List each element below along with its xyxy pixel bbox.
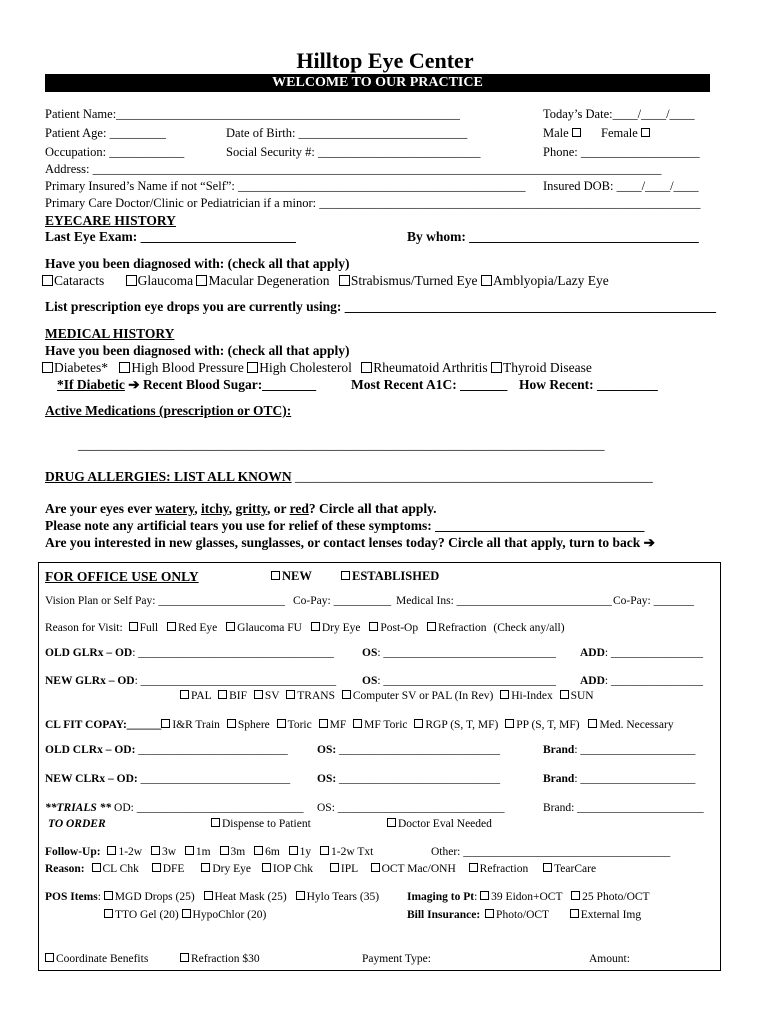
strabismus-option[interactable] (339, 273, 478, 288)
reason-dry-eye-checkbox[interactable] (201, 863, 210, 872)
trials-od-line[interactable]: OD: _____________________________ (111, 802, 304, 814)
new-clrx-label: NEW CLRx – OD: (45, 773, 138, 785)
sv-checkbox[interactable] (254, 690, 263, 699)
full-checkbox[interactable] (129, 622, 138, 631)
amblyopia-label: Amblyopia/Lazy Eye (492, 273, 609, 288)
fu-txt-label: 1-2w Txt (331, 846, 374, 858)
arrow-right-icon: ➔ (128, 377, 140, 392)
old-glrx-add-field[interactable] (580, 647, 703, 659)
computer-label: Computer SV or PAL (In Rev) (352, 690, 494, 702)
male-option[interactable] (543, 126, 583, 141)
trials-os-field[interactable]: OS: _____________________________ (317, 802, 505, 814)
hypochlor-label: HypoChlor (20) (192, 909, 267, 921)
glaucoma-label: Glaucoma (137, 273, 194, 288)
external-img-label: External Img (580, 909, 642, 921)
old-clrx-os-line[interactable]: ____________________________ (336, 744, 501, 756)
medical-conditions-row (42, 360, 592, 376)
macular-option[interactable] (196, 273, 329, 288)
rheumatoid-label: Rheumatoid Arthritis (373, 360, 488, 375)
pal-label: PAL (191, 690, 212, 702)
sphere-label: Sphere (237, 719, 270, 731)
pos-items-label: POS Items (45, 891, 98, 903)
established-checkbox[interactable] (341, 571, 350, 580)
tearcare-checkbox[interactable] (543, 863, 552, 872)
rheumatoid-checkbox[interactable] (361, 362, 372, 373)
sphere-checkbox[interactable] (227, 719, 236, 728)
fu-3w-checkbox[interactable] (151, 846, 160, 855)
mf-checkbox[interactable] (319, 719, 328, 728)
strabismus-checkbox[interactable] (339, 275, 350, 286)
reason-for-visit-row (45, 622, 565, 634)
pp-checkbox[interactable] (505, 719, 514, 728)
q1-suffix: ? Circle all that apply. (308, 501, 437, 516)
fu-1y-label: 1y (299, 846, 312, 858)
allergies-label: DRUG ALLERGIES: LIST ALL KNOWN (45, 469, 292, 484)
fu-1m-label: 1m (195, 846, 211, 858)
hi-index-checkbox[interactable] (500, 690, 509, 699)
trials-label: **TRIALS ** (45, 802, 112, 814)
new-glrx-os-label: OS (362, 675, 378, 687)
office-use-heading: FOR OFFICE USE ONLY (45, 569, 199, 584)
trials-od-field[interactable] (45, 802, 303, 814)
glaucoma-fu-checkbox[interactable] (226, 622, 235, 631)
new-glrx-label: NEW GLRx – OD (45, 675, 135, 687)
doctor-eval-option[interactable] (387, 818, 492, 830)
eidon-oct-checkbox[interactable] (480, 891, 489, 900)
ipl-checkbox[interactable] (330, 863, 339, 872)
male-label: Male (543, 126, 569, 140)
toric-checkbox[interactable] (277, 719, 286, 728)
primary-care-field[interactable]: Primary Care Doctor/Clinic or Pediatrician if a minor: _____________________________________________________________ (45, 196, 701, 210)
new-glrx-os-line[interactable]: : ______________________________ (377, 675, 556, 687)
established-label: ESTABLISHED (352, 569, 440, 583)
bif-label: BIF (229, 690, 248, 702)
eyecare-history-heading: EYECARE HISTORY (45, 213, 176, 228)
red-option[interactable]: red (289, 501, 309, 516)
med-necessary-checkbox[interactable] (588, 719, 597, 728)
new-clrx-od-field[interactable] (45, 773, 290, 785)
allergies-line[interactable]: _____________________________________________________ (294, 469, 653, 484)
iop-chk-label: IOP Chk (272, 863, 313, 875)
thyroid-label: Thyroid Disease (502, 360, 592, 375)
new-glrx-os-field[interactable] (362, 675, 556, 687)
fu-3m-checkbox[interactable] (220, 846, 229, 855)
occupation-field[interactable]: Occupation: ____________ (45, 145, 185, 159)
dispense-option[interactable] (211, 818, 311, 830)
new-clrx-os-field[interactable] (317, 773, 500, 785)
mgd-drops-label: MGD Drops (25) (114, 891, 195, 903)
old-glrx-label: OLD GLRx – OD (45, 647, 133, 659)
trans-label: TRANS (297, 690, 335, 702)
diabetes-checkbox[interactable] (42, 362, 53, 373)
female-checkbox[interactable] (641, 128, 650, 137)
a1c-field[interactable]: Most Recent A1C: _______ (351, 377, 508, 392)
photo-oct-25-checkbox[interactable] (571, 891, 580, 900)
bill-photo-oct-checkbox[interactable] (485, 909, 494, 918)
iop-chk-checkbox[interactable] (262, 863, 271, 872)
refraction-fee-checkbox[interactable] (180, 953, 189, 962)
q1-prefix: Are your eyes ever (45, 501, 156, 516)
red-eye-checkbox[interactable] (167, 622, 176, 631)
medical-history-heading: MEDICAL HISTORY (45, 326, 175, 341)
ssn-field[interactable]: Social Security #: __________________________ (226, 145, 481, 159)
old-glrx-os-label: OS (362, 647, 378, 659)
mgd-drops-checkbox[interactable] (104, 891, 113, 900)
full-label: Full (139, 622, 159, 634)
new-clrx-brand-line[interactable]: : ____________________ (574, 773, 696, 785)
male-checkbox[interactable] (572, 128, 581, 137)
reason-refraction-checkbox[interactable] (469, 863, 478, 872)
new-clrx-od-line[interactable]: __________________________ (137, 773, 291, 785)
symptoms-question: Are your eyes ever watery, itchy, gritty, or red? Circle all that apply. (45, 501, 437, 516)
cl-fit-row (45, 719, 674, 731)
old-glrx-os-field[interactable] (362, 647, 556, 659)
watery-option[interactable]: watery (155, 501, 195, 516)
new-glrx-add-field[interactable] (580, 675, 703, 687)
trans-checkbox[interactable] (286, 690, 295, 699)
tearcare-label: TearCare (554, 863, 597, 875)
coordinate-benefits-option[interactable] (45, 953, 148, 965)
eidon-oct-label: 39 Eidon+OCT (491, 891, 563, 903)
tto-gel-label: TTO Gel (20) (115, 909, 179, 921)
hbp-label: High Blood Pressure (131, 360, 244, 375)
hylo-tears-label: Hylo Tears (35) (306, 891, 380, 903)
cl-chk-checkbox[interactable] (92, 863, 101, 872)
arrow-right-icon: ➔ (643, 535, 655, 550)
trials-brand-field[interactable]: Brand: ______________________ (543, 802, 704, 814)
reason-visit-label: Reason for Visit: (45, 622, 123, 634)
new-option[interactable] (271, 569, 312, 584)
by-whom-field[interactable]: By whom: __________________________________ (407, 229, 699, 244)
glaucoma-option[interactable] (126, 273, 193, 288)
hypochlor-checkbox[interactable] (182, 909, 191, 918)
fu-3w-label: 3w (161, 846, 177, 858)
heat-mask-label: Heat Mask (25) (214, 891, 287, 903)
amount-field[interactable]: Amount: (589, 953, 630, 965)
post-op-label: Post-Op (380, 622, 419, 634)
old-glrx-od-field[interactable] (45, 647, 334, 659)
med-necessary-label: Med. Necessary (599, 719, 674, 731)
new-clrx-brand-label: Brand (543, 773, 575, 785)
bif-checkbox[interactable] (218, 690, 227, 699)
new-label: NEW (282, 569, 312, 583)
dry-eye-label: Dry Eye (321, 622, 361, 634)
follow-up-label: Follow-Up: (45, 846, 101, 858)
oct-checkbox[interactable] (371, 863, 380, 872)
dob-field[interactable]: Date of Birth: ___________________________ (226, 126, 468, 140)
sun-checkbox[interactable] (560, 690, 569, 699)
eye-conditions-row (42, 273, 609, 289)
old-clrx-od-line[interactable]: __________________________ (135, 744, 288, 756)
refraction-fee-option[interactable] (180, 953, 260, 965)
new-clrx-brand-field[interactable] (543, 773, 695, 785)
coordinate-benefits-checkbox[interactable] (45, 953, 54, 962)
reason-row (45, 863, 596, 875)
glaucoma-checkbox[interactable] (126, 275, 137, 286)
oct-label: OCT Mac/ONH (381, 863, 456, 875)
dispense-checkbox[interactable] (211, 818, 220, 827)
diabetes-option[interactable] (42, 360, 108, 375)
hbp-option[interactable] (119, 360, 244, 375)
copay-2-field[interactable]: Co-Pay: _______ (613, 595, 694, 607)
cholesterol-label: High Cholesterol (259, 360, 352, 375)
old-clrx-os-field[interactable] (317, 744, 500, 756)
hi-index-label: Hi-Index (511, 690, 553, 702)
old-clrx-brand-field[interactable] (543, 744, 695, 756)
macular-label: Macular Degeneration (208, 273, 330, 288)
patient-age-field[interactable]: Patient Age: _________ (45, 126, 166, 140)
check-any-label: (Check any/all) (493, 622, 565, 634)
copay-1-field[interactable]: Co-Pay: __________ (293, 595, 392, 607)
other-field[interactable]: Other: ____________________________________ (431, 846, 671, 858)
bill-photo-oct-label: Photo/OCT (496, 909, 549, 921)
to-order-label: TO ORDER (48, 818, 106, 830)
imaging-row: Imaging to Pt: 39 Eidon+OCT 25 Photo/OCT (407, 891, 650, 903)
old-glrx-add-line[interactable]: : ________________ (604, 647, 703, 659)
cl-chk-label: CL Chk (102, 863, 139, 875)
follow-up-row (45, 846, 373, 858)
primary-insured-field[interactable]: Primary Insured’s Name if not “Self”: ______________________________________________ (45, 179, 526, 193)
interest-text: Are you interested in new glasses, sunglasses, or contact lenses today? Circle all that apply, turn to back (45, 535, 641, 550)
allergies-row (45, 469, 653, 485)
new-checkbox[interactable] (271, 571, 280, 580)
pal-checkbox[interactable] (180, 690, 189, 699)
fu-txt-checkbox[interactable] (320, 846, 329, 855)
address-field[interactable]: Address: ___________________________________________________________________________________________ (45, 162, 662, 176)
gritty-option[interactable]: gritty (235, 501, 267, 516)
photo-oct-25-label: 25 Photo/OCT (582, 891, 650, 903)
old-clrx-brand-label: Brand (543, 744, 575, 756)
fu-6m-checkbox[interactable] (254, 846, 263, 855)
active-meds-line[interactable]: ______________________________________________________________________________ (78, 437, 605, 452)
strabismus-label: Strabismus/Turned Eye (350, 273, 478, 288)
post-op-checkbox[interactable] (369, 622, 378, 631)
fu-1y-checkbox[interactable] (289, 846, 298, 855)
pos-items-row-2 (104, 909, 266, 921)
thyroid-checkbox[interactable] (491, 362, 502, 373)
insured-dob-field[interactable]: Insured DOB: ____/____/____ (543, 179, 699, 193)
thyroid-option[interactable] (491, 360, 592, 375)
computer-checkbox[interactable] (342, 690, 351, 699)
todays-date-field[interactable]: Today’s Date:____/____/____ (543, 107, 695, 121)
medical-ins-field[interactable]: Medical Ins: ___________________________ (396, 595, 612, 607)
how-recent-field[interactable]: How Recent: _________ (519, 377, 658, 392)
fu-1-2w-label: 1-2w (118, 846, 143, 858)
eye-diagnosed-prompt: Have you been diagnosed with: (check all that apply) (45, 256, 350, 271)
refraction-label: Refraction (437, 622, 487, 634)
amblyopia-checkbox[interactable] (481, 275, 492, 286)
cholesterol-checkbox[interactable] (247, 362, 258, 373)
hbp-checkbox[interactable] (119, 362, 130, 373)
diabetes-label: Diabetes* (54, 360, 108, 375)
reason-dry-eye-label: Dry Eye (212, 863, 251, 875)
payment-type-field[interactable]: Payment Type: (362, 953, 431, 965)
interest-question (45, 535, 655, 551)
dry-eye-checkbox[interactable] (311, 622, 320, 631)
old-clrx-os-label: OS: (317, 744, 337, 756)
established-option[interactable] (341, 569, 439, 584)
dfe-checkbox[interactable] (152, 863, 161, 872)
eye-drops-field[interactable]: List prescription eye drops you are currently using: _______________________________________________________ (45, 299, 717, 314)
old-glrx-add-label: ADD (580, 647, 605, 659)
tto-gel-checkbox[interactable] (104, 909, 113, 918)
cataracts-checkbox[interactable] (42, 275, 53, 286)
fu-3m-label: 3m (230, 846, 246, 858)
fu-1-2w-checkbox[interactable] (107, 846, 116, 855)
old-glrx-od-line[interactable]: : __________________________________ (132, 647, 334, 659)
external-img-checkbox[interactable] (570, 909, 579, 918)
bill-insurance-label: Bill Insurance: (407, 909, 481, 921)
cataracts-option[interactable] (42, 273, 104, 288)
blood-sugar-field[interactable]: Recent Blood Sugar:________ (142, 377, 317, 392)
ir-train-label: I&R Train (172, 719, 220, 731)
itchy-option[interactable]: itchy (200, 501, 229, 516)
sv-label: SV (264, 690, 280, 702)
old-clrx-od-field[interactable] (45, 744, 288, 756)
refraction-fee-label: Refraction $30 (191, 953, 260, 965)
reason-label: Reason: (45, 863, 85, 875)
toric-label: Toric (287, 719, 312, 731)
rgp-checkbox[interactable] (414, 719, 423, 728)
reason-refraction-label: Refraction (479, 863, 529, 875)
new-glrx-od-line[interactable]: : __________________________________ (134, 675, 337, 687)
old-glrx-os-line[interactable]: : ______________________________ (377, 647, 556, 659)
mf-toric-label: MF Toric (364, 719, 408, 731)
cataracts-label: Cataracts (54, 273, 105, 288)
coordinate-benefits-label: Coordinate Benefits (56, 953, 149, 965)
rgp-label: RGP (S, T, MF) (425, 719, 499, 731)
doctor-eval-checkbox[interactable] (387, 818, 396, 827)
female-option[interactable] (601, 126, 652, 141)
diabetic-row (57, 377, 316, 393)
dfe-label: DFE (162, 863, 185, 875)
female-label: Female (601, 126, 638, 140)
cl-fit-copay-field[interactable]: CL FIT COPAY:______ (45, 719, 162, 731)
bill-insurance-row (407, 909, 641, 921)
dispense-label: Dispense to Patient (222, 818, 311, 830)
new-glrx-add-line[interactable]: : ________________ (604, 675, 703, 687)
last-eye-exam-field[interactable]: Last Eye Exam: _______________________ (45, 229, 296, 244)
active-meds-label: Active Medications (prescription or OTC): (45, 403, 292, 418)
medical-diagnosed-prompt: Have you been diagnosed with: (check all that apply) (45, 343, 350, 358)
amblyopia-option[interactable] (481, 273, 609, 288)
new-clrx-os-line[interactable]: ____________________________ (336, 773, 501, 785)
patient-name-field[interactable]: Patient Name:_______________________________________________________ (45, 107, 460, 121)
sun-label: SUN (570, 690, 594, 702)
glaucoma-fu-label: Glaucoma FU (237, 622, 302, 634)
heat-mask-checkbox[interactable] (204, 891, 213, 900)
if-diabetic-label: *If Diabetic (57, 377, 125, 392)
red-eye-label: Red Eye (177, 622, 218, 634)
old-clrx-brand-line[interactable]: : ____________________ (574, 744, 696, 756)
pos-items-row: POS Items: MGD Drops (25) Heat Mask (25) Hylo Tears (35) (45, 891, 380, 903)
cholesterol-option[interactable] (247, 360, 352, 375)
refraction-checkbox[interactable] (427, 622, 436, 631)
pp-label: PP (S, T, MF) (516, 719, 580, 731)
page-title: Hilltop Eye Center (296, 48, 474, 73)
artificial-tears-field[interactable]: Please note any artificial tears you use for relief of these symptoms: _______________________________ (45, 518, 645, 533)
new-glrx-add-label: ADD (580, 675, 605, 687)
mf-toric-checkbox[interactable] (353, 719, 362, 728)
doctor-eval-label: Doctor Eval Needed (398, 818, 492, 830)
fu-6m-label: 6m (265, 846, 280, 858)
imaging-label: Imaging to Pt (407, 891, 475, 903)
lens-options-row (180, 690, 594, 702)
ir-train-checkbox[interactable] (161, 719, 170, 728)
old-clrx-label: OLD CLRx – OD: (45, 744, 136, 756)
hylo-tears-checkbox[interactable] (296, 891, 305, 900)
new-clrx-os-label: OS: (317, 773, 337, 785)
new-glrx-od-field[interactable] (45, 675, 336, 687)
fu-1m-checkbox[interactable] (185, 846, 194, 855)
macular-checkbox[interactable] (196, 275, 207, 286)
rheumatoid-option[interactable] (361, 360, 487, 375)
phone-field[interactable]: Phone: ___________________ (543, 145, 700, 159)
welcome-banner: WELCOME TO OUR PRACTICE (45, 74, 710, 92)
ipl-label: IPL (340, 863, 358, 875)
mf-label: MF (329, 719, 347, 731)
vision-plan-field[interactable]: Vision Plan or Self Pay: ______________________ (45, 595, 285, 607)
